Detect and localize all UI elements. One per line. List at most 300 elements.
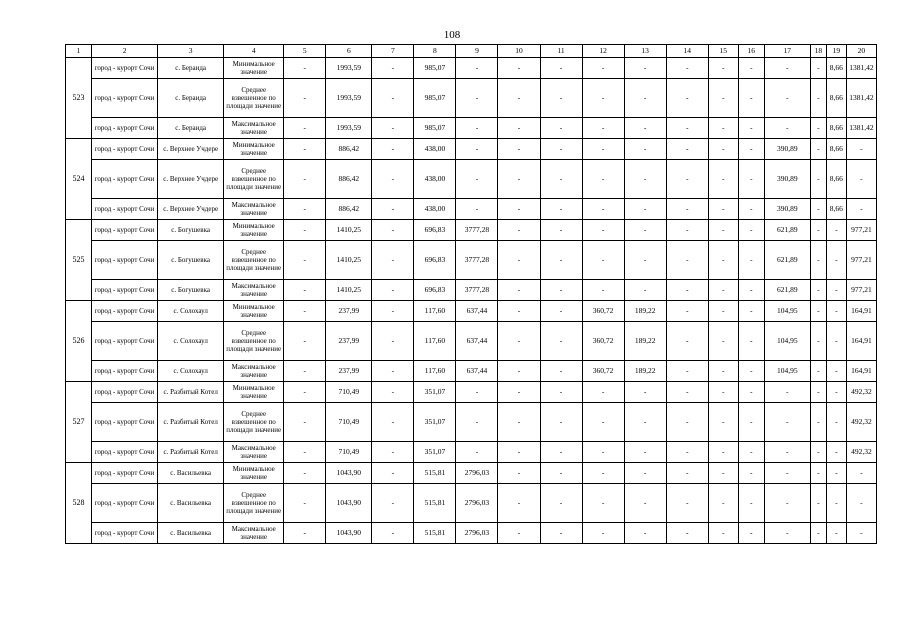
table-cell: - — [810, 139, 826, 160]
column-header: 9 — [456, 45, 498, 58]
table-cell: - — [846, 484, 876, 523]
table-cell: - — [666, 403, 708, 442]
table-cell: - — [738, 322, 764, 361]
table-cell: - — [498, 199, 540, 220]
table-cell: 515,81 — [414, 523, 456, 544]
table-row — [66, 463, 877, 484]
table-cell: город - курорт Сочи — [92, 322, 158, 361]
table-cell: - — [372, 160, 414, 199]
table-cell: Минимальное значение — [224, 382, 284, 403]
table-row — [66, 442, 877, 463]
table-cell: 1993,59 — [326, 118, 372, 139]
table-cell: - — [764, 463, 810, 484]
table-cell: - — [826, 382, 846, 403]
table-cell: - — [764, 523, 810, 544]
table-cell: с. Разбитый Котел — [158, 382, 224, 403]
table-cell: - — [372, 301, 414, 322]
table-cell: - — [708, 118, 738, 139]
table-cell: - — [708, 361, 738, 382]
table-cell: город - курорт Сочи — [92, 118, 158, 139]
column-header: 7 — [372, 45, 414, 58]
table-cell: - — [708, 79, 738, 118]
table-cell: 1410,25 — [326, 280, 372, 301]
table-cell: - — [738, 79, 764, 118]
table-cell: город - курорт Сочи — [92, 382, 158, 403]
table-row — [66, 301, 877, 322]
table-cell: - — [540, 403, 582, 442]
table-cell: 492,32 — [846, 382, 876, 403]
table-cell: 515,81 — [414, 484, 456, 523]
table-cell: город - курорт Сочи — [92, 523, 158, 544]
table-cell: - — [540, 361, 582, 382]
table-cell: 710,49 — [326, 382, 372, 403]
table-cell: 985,07 — [414, 58, 456, 79]
table-cell: с. Верхнее Учдере — [158, 160, 224, 199]
table-cell: - — [540, 442, 582, 463]
table-cell: - — [666, 58, 708, 79]
table-cell: - — [666, 442, 708, 463]
table-cell: - — [284, 160, 326, 199]
table-cell: 886,42 — [326, 199, 372, 220]
table-cell: 8,66 — [826, 199, 846, 220]
table-cell: - — [810, 79, 826, 118]
table-cell: - — [624, 118, 666, 139]
table-cell: - — [284, 523, 326, 544]
table-row — [66, 280, 877, 301]
table-cell: - — [498, 160, 540, 199]
table-cell: 886,42 — [326, 139, 372, 160]
table-cell: - — [666, 484, 708, 523]
table-cell: с. Разбитый Котел — [158, 403, 224, 442]
table-cell: - — [456, 160, 498, 199]
table-cell: - — [708, 382, 738, 403]
data-table — [65, 44, 877, 544]
table-cell: с. Васильевка — [158, 463, 224, 484]
table-cell: - — [810, 220, 826, 241]
table-cell: - — [738, 523, 764, 544]
table-cell: 1381,42 — [846, 118, 876, 139]
row-group-number: 527 — [66, 382, 92, 463]
table-cell: - — [624, 280, 666, 301]
table-cell: - — [540, 139, 582, 160]
table-cell: - — [738, 301, 764, 322]
table-cell: - — [582, 403, 624, 442]
table-cell: 985,07 — [414, 79, 456, 118]
table-cell: - — [624, 403, 666, 442]
table-cell: - — [738, 58, 764, 79]
table-cell: - — [284, 301, 326, 322]
table-cell: 1381,42 — [846, 58, 876, 79]
table-cell: - — [708, 160, 738, 199]
table-cell: - — [540, 118, 582, 139]
table-cell: - — [284, 220, 326, 241]
table-cell: 117,60 — [414, 322, 456, 361]
table-body — [66, 45, 877, 544]
table-cell: - — [764, 382, 810, 403]
table-cell: - — [624, 139, 666, 160]
table-cell: - — [764, 403, 810, 442]
table-cell: - — [372, 361, 414, 382]
table-row — [66, 382, 877, 403]
table-cell: 985,07 — [414, 118, 456, 139]
table-cell: Максимальное значение — [224, 361, 284, 382]
table-row — [66, 361, 877, 382]
table-cell: с. Богушевка — [158, 241, 224, 280]
table-cell: - — [764, 79, 810, 118]
table-cell: с. Бераида — [158, 79, 224, 118]
column-header: 3 — [158, 45, 224, 58]
table-cell: - — [810, 301, 826, 322]
table-cell: 8,66 — [826, 79, 846, 118]
table-cell: - — [372, 322, 414, 361]
table-cell: - — [372, 199, 414, 220]
table-cell: - — [666, 361, 708, 382]
table-cell: - — [624, 382, 666, 403]
table-cell: - — [810, 442, 826, 463]
table-cell: - — [284, 361, 326, 382]
table-cell: 1993,59 — [326, 58, 372, 79]
table-cell: 3777,28 — [456, 241, 498, 280]
table-cell: - — [708, 442, 738, 463]
table-cell: - — [582, 199, 624, 220]
table-cell: - — [284, 241, 326, 280]
table-cell: - — [540, 199, 582, 220]
table-cell: с. Верхнее Учдере — [158, 139, 224, 160]
table-cell: - — [764, 484, 810, 523]
table-cell: - — [456, 79, 498, 118]
table-cell: - — [708, 199, 738, 220]
table-cell: - — [540, 322, 582, 361]
table-cell: с. Бераида — [158, 58, 224, 79]
table-cell: - — [708, 523, 738, 544]
table-cell: - — [582, 160, 624, 199]
table-cell: - — [456, 58, 498, 79]
table-row — [66, 118, 877, 139]
table-cell: - — [810, 382, 826, 403]
table-cell: город - курорт Сочи — [92, 79, 158, 118]
table-cell: Минимальное значение — [224, 58, 284, 79]
table-cell: 8,66 — [826, 160, 846, 199]
table-cell: 710,49 — [326, 442, 372, 463]
table-cell: с. Васильевка — [158, 484, 224, 523]
table-cell: - — [826, 523, 846, 544]
column-header: 18 — [810, 45, 826, 58]
table-row — [66, 403, 877, 442]
row-group-number: 523 — [66, 58, 92, 139]
table-cell: - — [846, 463, 876, 484]
table-cell: - — [666, 118, 708, 139]
table-cell: город - курорт Сочи — [92, 241, 158, 280]
table-cell: 2796,03 — [456, 523, 498, 544]
table-cell: - — [666, 139, 708, 160]
table-cell: - — [582, 382, 624, 403]
table-cell: - — [810, 118, 826, 139]
table-cell: - — [284, 463, 326, 484]
table-cell: Максимальное значение — [224, 199, 284, 220]
table-cell: 189,22 — [624, 322, 666, 361]
table-cell: 696,83 — [414, 280, 456, 301]
table-cell: город - курорт Сочи — [92, 280, 158, 301]
table-cell: с. Бераида — [158, 118, 224, 139]
table-cell: 621,89 — [764, 220, 810, 241]
table-cell: - — [284, 322, 326, 361]
table-cell: - — [540, 463, 582, 484]
table-cell: - — [498, 463, 540, 484]
table-cell: - — [498, 58, 540, 79]
table-cell: - — [810, 463, 826, 484]
table-cell: 621,89 — [764, 280, 810, 301]
table-cell: - — [498, 403, 540, 442]
table-cell: Среднее взвешенное по площади значение — [224, 322, 284, 361]
table-cell: Максимальное значение — [224, 280, 284, 301]
table-cell: - — [372, 463, 414, 484]
table-cell: - — [738, 442, 764, 463]
table-cell: - — [738, 361, 764, 382]
column-header: 20 — [846, 45, 876, 58]
table-cell: 886,42 — [326, 160, 372, 199]
table-cell: - — [372, 79, 414, 118]
table-cell: - — [846, 523, 876, 544]
table-cell: 1993,59 — [326, 79, 372, 118]
table-cell: - — [826, 301, 846, 322]
column-header: 14 — [666, 45, 708, 58]
table-cell: Минимальное значение — [224, 463, 284, 484]
table-cell: - — [738, 160, 764, 199]
table-cell: 977,21 — [846, 241, 876, 280]
table-row — [66, 220, 877, 241]
table-cell: 351,07 — [414, 403, 456, 442]
table-cell: - — [372, 442, 414, 463]
table-cell: - — [540, 160, 582, 199]
table-cell: - — [582, 280, 624, 301]
table-cell: - — [708, 241, 738, 280]
table-cell: город - курорт Сочи — [92, 58, 158, 79]
table-cell: 237,99 — [326, 301, 372, 322]
table-cell: - — [372, 139, 414, 160]
table-cell: - — [846, 160, 876, 199]
table-cell: - — [764, 118, 810, 139]
table-cell: с. Солохаул — [158, 361, 224, 382]
table-cell: - — [708, 220, 738, 241]
table-cell: - — [764, 58, 810, 79]
column-header: 2 — [92, 45, 158, 58]
table-cell: - — [826, 463, 846, 484]
table-cell: город - курорт Сочи — [92, 463, 158, 484]
table-cell: - — [624, 79, 666, 118]
table-cell: - — [540, 280, 582, 301]
table-cell: 1410,25 — [326, 241, 372, 280]
table-cell: - — [738, 199, 764, 220]
table-cell: - — [284, 79, 326, 118]
table-cell: - — [582, 220, 624, 241]
table-cell: - — [708, 484, 738, 523]
table-cell: - — [540, 79, 582, 118]
table-cell: - — [498, 220, 540, 241]
table-cell: - — [540, 484, 582, 523]
table-cell: 8,66 — [826, 139, 846, 160]
table-cell: - — [456, 139, 498, 160]
table-cell: - — [498, 118, 540, 139]
table-cell: 1043,90 — [326, 484, 372, 523]
table-cell: - — [284, 442, 326, 463]
table-cell: - — [738, 280, 764, 301]
table-cell: - — [666, 301, 708, 322]
table-cell: с. Богушевка — [158, 280, 224, 301]
table-cell: - — [498, 139, 540, 160]
table-cell: - — [624, 484, 666, 523]
table-cell: - — [540, 301, 582, 322]
table-cell: 390,89 — [764, 199, 810, 220]
table-cell: - — [582, 79, 624, 118]
table-cell: Среднее взвешенное по площади значение — [224, 79, 284, 118]
table-cell: 8,66 — [826, 58, 846, 79]
table-row — [66, 322, 877, 361]
table-cell: - — [708, 301, 738, 322]
table-cell: 237,99 — [326, 361, 372, 382]
table-cell: - — [498, 241, 540, 280]
table-cell: 360,72 — [582, 301, 624, 322]
table-cell: - — [540, 523, 582, 544]
table-cell: Среднее взвешенное по площади значение — [224, 241, 284, 280]
table-cell: - — [582, 139, 624, 160]
table-cell: 515,81 — [414, 463, 456, 484]
table-cell: - — [708, 463, 738, 484]
table-cell: - — [624, 241, 666, 280]
table-cell: - — [666, 199, 708, 220]
table-cell: - — [826, 442, 846, 463]
table-cell: - — [764, 442, 810, 463]
table-cell: - — [826, 361, 846, 382]
table-cell: - — [708, 403, 738, 442]
table-cell: - — [498, 322, 540, 361]
column-header: 12 — [582, 45, 624, 58]
table-cell: 696,83 — [414, 241, 456, 280]
table-cell: Максимальное значение — [224, 118, 284, 139]
table-cell: 438,00 — [414, 199, 456, 220]
table-cell: Среднее взвешенное по площади значение — [224, 403, 284, 442]
table-cell: - — [498, 382, 540, 403]
table-cell: - — [284, 403, 326, 442]
table-cell: - — [666, 382, 708, 403]
table-cell: город - курорт Сочи — [92, 484, 158, 523]
table-row — [66, 523, 877, 544]
column-header: 6 — [326, 45, 372, 58]
table-cell: - — [582, 241, 624, 280]
table-cell: - — [372, 382, 414, 403]
row-group-number: 524 — [66, 139, 92, 220]
table-cell: 492,32 — [846, 442, 876, 463]
table-cell: 492,32 — [846, 403, 876, 442]
table-cell: - — [498, 361, 540, 382]
table-cell: - — [810, 523, 826, 544]
table-cell: 438,00 — [414, 139, 456, 160]
table-cell: - — [826, 403, 846, 442]
column-header: 8 — [414, 45, 456, 58]
table-cell: 696,83 — [414, 220, 456, 241]
table-cell: - — [810, 280, 826, 301]
table-cell: 637,44 — [456, 361, 498, 382]
table-cell: - — [498, 280, 540, 301]
table-cell: - — [826, 322, 846, 361]
table-cell: 438,00 — [414, 160, 456, 199]
table-cell: - — [456, 118, 498, 139]
table-cell: - — [372, 403, 414, 442]
table-cell: - — [810, 58, 826, 79]
table-cell: 164,91 — [846, 322, 876, 361]
table-cell: - — [810, 160, 826, 199]
table-cell: 390,89 — [764, 160, 810, 199]
table-cell: - — [708, 139, 738, 160]
table-cell: - — [372, 58, 414, 79]
table-cell: 360,72 — [582, 361, 624, 382]
column-header: 17 — [764, 45, 810, 58]
table-cell: - — [582, 118, 624, 139]
table-cell: город - курорт Сочи — [92, 199, 158, 220]
table-cell: - — [738, 463, 764, 484]
table-cell: - — [826, 241, 846, 280]
table-cell: 1410,25 — [326, 220, 372, 241]
table-cell: Максимальное значение — [224, 523, 284, 544]
table-cell: - — [498, 484, 540, 523]
row-group-number: 526 — [66, 301, 92, 382]
table-cell: - — [846, 139, 876, 160]
table-cell: 351,07 — [414, 382, 456, 403]
row-group-number: 525 — [66, 220, 92, 301]
table-cell: - — [738, 382, 764, 403]
table-cell: - — [284, 199, 326, 220]
table-cell: город - курорт Сочи — [92, 403, 158, 442]
table-cell: Среднее взвешенное по площади значение — [224, 484, 284, 523]
table-cell: - — [498, 79, 540, 118]
table-cell: - — [666, 160, 708, 199]
table-cell: город - курорт Сочи — [92, 220, 158, 241]
table-cell: - — [372, 118, 414, 139]
table-cell: - — [666, 322, 708, 361]
header-row — [66, 45, 877, 58]
table-cell: Среднее взвешенное по площади значение — [224, 160, 284, 199]
table-cell: - — [846, 199, 876, 220]
table-cell: с. Солохаул — [158, 322, 224, 361]
table-cell: 164,91 — [846, 361, 876, 382]
table-cell: город - курорт Сочи — [92, 301, 158, 322]
table-cell: - — [708, 58, 738, 79]
table-cell: - — [810, 241, 826, 280]
table-cell: 621,89 — [764, 241, 810, 280]
table-cell: 3777,28 — [456, 280, 498, 301]
table-cell: - — [666, 241, 708, 280]
table-cell: - — [372, 523, 414, 544]
table-cell: 977,21 — [846, 280, 876, 301]
table-cell: - — [826, 484, 846, 523]
table-cell: 237,99 — [326, 322, 372, 361]
column-header: 11 — [540, 45, 582, 58]
table-cell: 1381,42 — [846, 79, 876, 118]
column-header: 19 — [826, 45, 846, 58]
table-cell: Максимальное значение — [224, 442, 284, 463]
table-cell: 104,95 — [764, 361, 810, 382]
table-cell: - — [582, 58, 624, 79]
table-cell: - — [372, 220, 414, 241]
table-cell: - — [624, 463, 666, 484]
table-cell: - — [284, 139, 326, 160]
table-cell: 637,44 — [456, 301, 498, 322]
table-cell: - — [666, 220, 708, 241]
table-cell: 351,07 — [414, 442, 456, 463]
table-cell: 2796,03 — [456, 484, 498, 523]
table-row — [66, 241, 877, 280]
table-cell: - — [738, 220, 764, 241]
table-cell: - — [738, 484, 764, 523]
